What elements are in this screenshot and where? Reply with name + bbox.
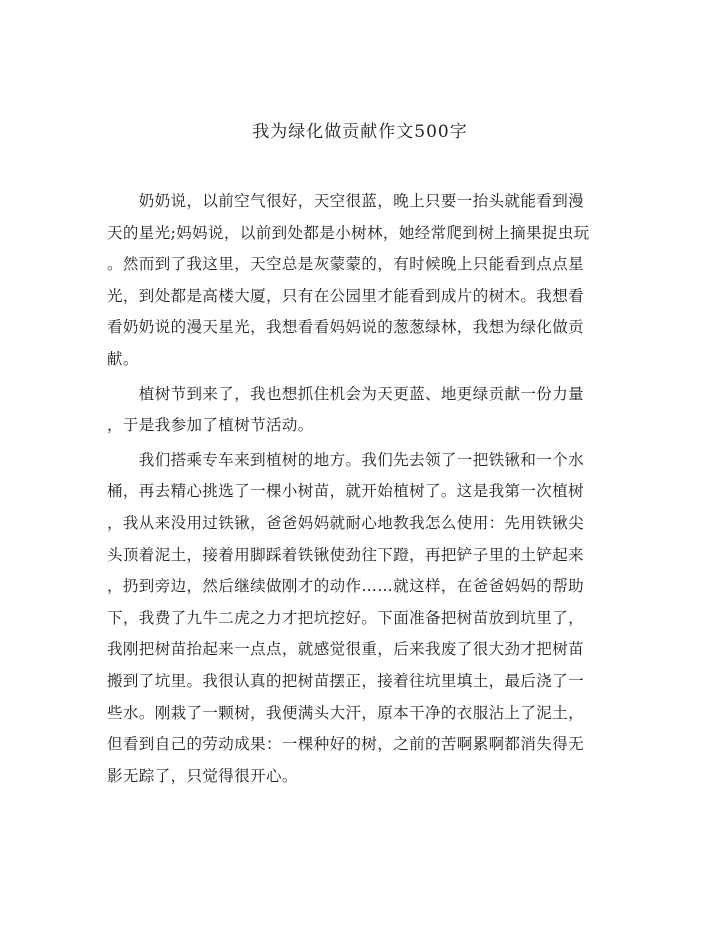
text-line: 我刚把树苗抬起来一点点，就感觉很重，后来我废了很大劲才把树苗 [107, 640, 585, 659]
text-line: 但看到自己的劳动成果：一棵种好的树，之前的苦啊累啊都消失得无 [107, 735, 585, 754]
text-line: ，我从来没用过铁锹，爸爸妈妈就耐心地教我怎么使用：先用铁锹尖 [107, 513, 585, 532]
text-line: 桶，再去精心挑选了一棵小树苗，就开始植树了。这是我第一次植树 [107, 482, 585, 501]
text-line: 。然而到了我这里，天空总是灰蒙蒙的，有时候晚上只能看到点点星 [107, 255, 585, 274]
paragraph-1 [107, 186, 617, 376]
text-line: 光，到处都是高楼大厦，只有在公园里才能看到成片的树木。我想看 [107, 286, 585, 305]
text-line: 奶奶说，以前空气很好，天空很蓝，晚上只要一抬头就能看到漫 [107, 192, 585, 210]
paragraph-2 [107, 379, 617, 442]
text-line: 头顶着泥土，接着用脚踩着铁锹使劲往下蹬，再把铲子里的土铲起来 [107, 545, 585, 564]
text-line: 看奶奶说的漫天星光，我想看看妈妈说的葱葱绿林，我想为绿化做贡 [107, 318, 585, 337]
text-line: 下，我费了九牛二虎之力才把坑挖好。下面准备把树苗放到坑里了， [107, 608, 585, 627]
text-line: 献。 [107, 349, 139, 368]
text-line: 影无踪了，只觉得很开心。 [107, 766, 298, 785]
text-line: 天的星光;妈妈说，以前到处都是小树林，她经常爬到树上摘果捉虫玩 [107, 223, 590, 242]
text-line: 搬到了坑里。我很认真的把树苗摆正，接着往坑里填土，最后浇了一 [107, 671, 585, 690]
text-line: ，扔到旁边，然后继续做刚才的动作……就这样，在爸爸妈妈的帮助 [107, 577, 585, 596]
document-body [107, 186, 617, 792]
text-line: ，于是我参加了植树节活动。 [107, 416, 314, 435]
paragraph-3 [107, 445, 617, 793]
text-line: 我们搭乘专车来到植树的地方。我们先去领了一把铁锹和一个水 [107, 450, 585, 469]
text-line: 植树节到来了，我也想抓住机会为天更蓝、地更绿贡献一份力量 [107, 384, 585, 403]
document-title: 我为绿化做贡献作文500字 [252, 122, 468, 142]
text-line: 些水。刚栽了一颗树，我便满头大汗，原本干净的衣服沾上了泥土， [107, 703, 585, 722]
